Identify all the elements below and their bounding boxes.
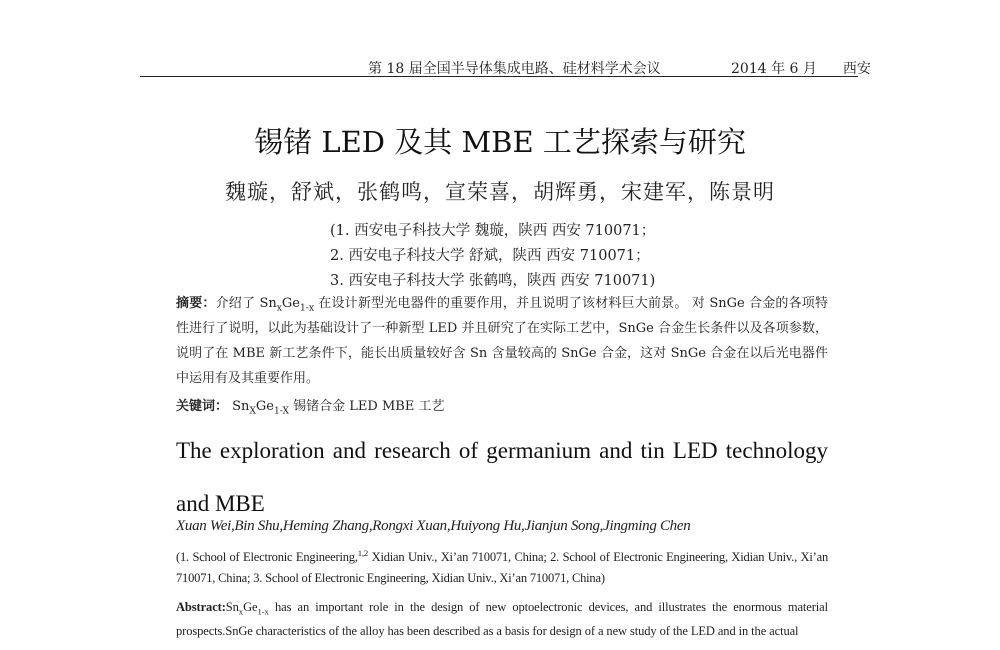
header-date-location xyxy=(731,58,871,78)
abstract-cn: 摘要：介绍了 $Sn_xGe_{1-x}$ 在设计新型光电器件的重要作用，并且说明了该材料巨大前景。 对 SnGe 合金的各项特性进行了说明，以此为基础设计了一种新型 LED 并且研究了在实际工艺中，SnGe 合金生长条件以及各项参数，说明了在 MBE 新工艺条件下，能长出质量较好含 Sn 含量较高的 SnGe 合金，这对 SnGe 合金在以后光电器件中运用有及其重要作用。 xyxy=(176,296,828,386)
abstract-label: 摘要： xyxy=(176,296,216,311)
english-title: The exploration and research of germanium and tin LED technology and MBE xyxy=(176,438,828,516)
affiliation-line: (1. 西安电子科技大学 魏璇，陕西 西安 710071； xyxy=(330,223,656,239)
conference-header: 第 18 届全国半导体集成电路、硅材料学术会议 xyxy=(368,61,661,77)
paper-title: 锡锗 LED 及其 MBE 工艺探索与研究 xyxy=(254,125,746,159)
affiliation-line: 2. 西安电子科技大学 舒斌，陕西 西安 710071； xyxy=(330,248,650,264)
affiliation-line: 3. 西安电子科技大学 张鹤鸣，陕西 西安 710071) xyxy=(330,273,656,289)
abstract-label-en: Abstract: xyxy=(176,600,226,614)
header-location: 西安 xyxy=(842,61,871,77)
english-abstract: $Abstract:Sn_xGe_{1-x}$ has an important role in the design of new optoelectronic devices, and illustrates the enormous material prospects.SnGe characteristics of the alloy has been described as a basis for design of a new study of the LED and in the actual xyxy=(176,600,828,638)
author-list: 魏璇，舒斌，张鹤鸣，宣荣喜，胡辉勇，宋建军，陈景明 xyxy=(225,180,775,204)
keywords-label: 关键词： xyxy=(176,399,229,414)
keywords-cn: 关键词： $Sn_XGe_{1-X}$ 锡锗合金 LED MBE 工艺 xyxy=(176,399,445,417)
english-affiliation: (1. School of Electronic Engineering,$^{1,2}$ Xidian Univ., Xi’an 710071, China; 2. School of Electronic Engineering, Xidian Univ., Xi’an 710071, China; 3. School of Electronic Engineering, Xidian Univ., Xi’an 710071, China) xyxy=(176,547,828,585)
english-author-list: Xuan Wei,Bin Shu,Heming Zhang,Rongxi Xuan,Huiyong Hu,Jianjun Song,Jingming Chen xyxy=(176,518,691,534)
header-rule xyxy=(140,76,858,77)
header-date: 2014 年 6 月 xyxy=(731,61,817,77)
